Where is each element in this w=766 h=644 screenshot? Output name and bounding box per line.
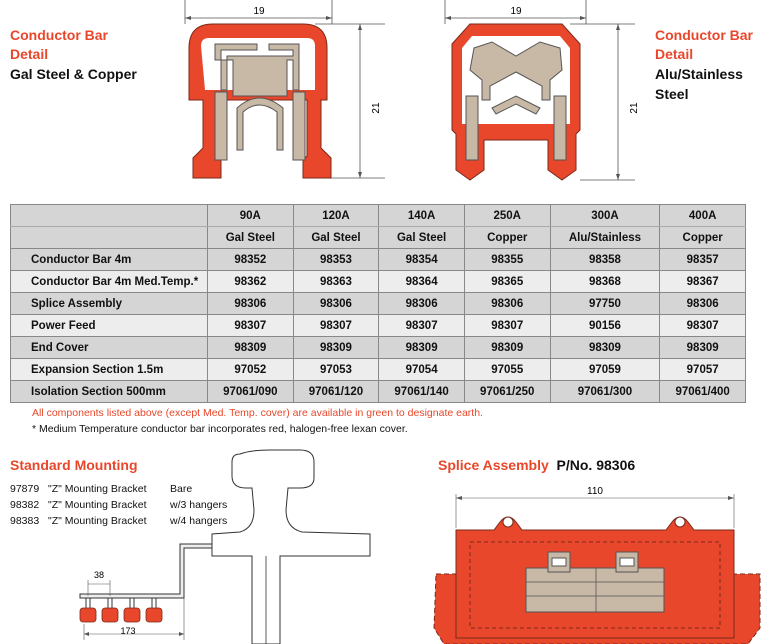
list-item: 97879 "Z" Mounting Bracket Bare <box>10 483 193 495</box>
cell: 97061/120 <box>293 381 379 403</box>
cell: 97061/140 <box>379 381 465 403</box>
header-material: Alu/Stainless <box>550 227 660 249</box>
cell: 98363 <box>293 271 379 293</box>
row-label: End Cover <box>11 337 208 359</box>
cell: 98309 <box>379 337 465 359</box>
cell: 97061/250 <box>464 381 550 403</box>
cell: 98355 <box>464 249 550 271</box>
cell: 97053 <box>293 359 379 381</box>
cell: 98367 <box>660 271 746 293</box>
cell: 97057 <box>660 359 746 381</box>
table-row <box>11 293 746 315</box>
cell: 98306 <box>208 293 294 315</box>
cell: 98352 <box>208 249 294 271</box>
standard-mounting-title: Standard Mounting <box>10 457 138 473</box>
cell: 98358 <box>550 249 660 271</box>
width-dim: 173 <box>120 626 136 636</box>
splice-assembly-title: Splice Assembly P/No. 98306 <box>438 457 636 473</box>
spacing-dim: 38 <box>93 570 105 580</box>
cell: 90156 <box>550 315 660 337</box>
table-row <box>11 381 746 403</box>
header-rating: 140A <box>379 205 465 227</box>
header-rating: 120A <box>293 205 379 227</box>
header-rating: 250A <box>464 205 550 227</box>
header-material: Gal Steel <box>293 227 379 249</box>
cell: 98357 <box>660 249 746 271</box>
cell: 98306 <box>464 293 550 315</box>
header-material: Copper <box>660 227 746 249</box>
left-detail-subtitle: Gal Steel & Copper <box>10 66 137 82</box>
cell: 97059 <box>550 359 660 381</box>
row-label: Conductor Bar 4m Med.Temp.* <box>11 271 208 293</box>
right-detail-subtitle-1: Alu/Stainless <box>655 66 743 82</box>
cell: 98309 <box>464 337 550 359</box>
cell: 97061/300 <box>550 381 660 403</box>
table-row <box>11 315 746 337</box>
cell: 98309 <box>293 337 379 359</box>
cell: 98306 <box>293 293 379 315</box>
table-header-ratings <box>11 205 746 227</box>
table-row <box>11 249 746 271</box>
splice-length-dim: 110 <box>587 486 603 497</box>
cell: 98365 <box>464 271 550 293</box>
right-detail-title-1: Conductor Bar <box>655 27 753 43</box>
cell: 98306 <box>660 293 746 315</box>
header-material: Gal Steel <box>379 227 465 249</box>
left-height-dim: 21 <box>371 102 382 114</box>
standard-mounting-drawing <box>70 448 390 644</box>
table-corner <box>11 227 208 249</box>
cell: 98307 <box>208 315 294 337</box>
table-row <box>11 359 746 381</box>
right-width-dim: 19 <box>510 6 522 17</box>
cell: 98307 <box>464 315 550 337</box>
row-label: Splice Assembly <box>11 293 208 315</box>
spec-table <box>10 204 746 403</box>
cell: 98307 <box>660 315 746 337</box>
cell: 98306 <box>379 293 465 315</box>
splice-assembly-drawing <box>430 478 766 644</box>
right-profile-drawing <box>430 0 645 195</box>
cell: 98307 <box>293 315 379 337</box>
cell: 98309 <box>550 337 660 359</box>
right-detail-title-2: Detail <box>655 46 694 62</box>
cell: 97061/090 <box>208 381 294 403</box>
left-detail-title-1: Conductor Bar <box>10 27 108 43</box>
left-profile-drawing <box>175 0 390 195</box>
row-label: Expansion Section 1.5m <box>11 359 208 381</box>
header-rating: 300A <box>550 205 660 227</box>
cell: 98307 <box>379 315 465 337</box>
cell: 98368 <box>550 271 660 293</box>
cell: 98364 <box>379 271 465 293</box>
right-height-dim: 21 <box>629 102 640 114</box>
table-corner <box>11 205 208 227</box>
header-rating: 90A <box>208 205 294 227</box>
list-item: 98383 "Z" Mounting Bracket w/4 hangers <box>10 515 228 527</box>
cell: 97750 <box>550 293 660 315</box>
cell: 98309 <box>208 337 294 359</box>
table-row <box>11 337 746 359</box>
table-header-materials <box>11 227 746 249</box>
header-material: Gal Steel <box>208 227 294 249</box>
list-item: 98382 "Z" Mounting Bracket w/3 hangers <box>10 499 228 511</box>
cell: 98309 <box>660 337 746 359</box>
row-label: Power Feed <box>11 315 208 337</box>
row-label: Isolation Section 500mm <box>11 381 208 403</box>
med-temp-note: * Medium Temperature conductor bar incorporates red, halogen-free lexan cover. <box>32 423 408 435</box>
header-rating: 400A <box>660 205 746 227</box>
row-label: Conductor Bar 4m <box>11 249 208 271</box>
cell: 98353 <box>293 249 379 271</box>
left-detail-title-2: Detail <box>10 46 49 62</box>
left-width-dim: 19 <box>253 6 265 17</box>
cell: 97055 <box>464 359 550 381</box>
header-material: Copper <box>464 227 550 249</box>
green-earth-note: All components listed above (except Med. Temp. cover) are available in green to designate earth. <box>32 407 483 419</box>
cell: 98354 <box>379 249 465 271</box>
right-detail-subtitle-2: Steel <box>655 86 689 102</box>
cell: 98362 <box>208 271 294 293</box>
cell: 97061/400 <box>660 381 746 403</box>
table-row <box>11 271 746 293</box>
cell: 97052 <box>208 359 294 381</box>
cell: 97054 <box>379 359 465 381</box>
splice-part-number: P/No. 98306 <box>556 457 636 473</box>
